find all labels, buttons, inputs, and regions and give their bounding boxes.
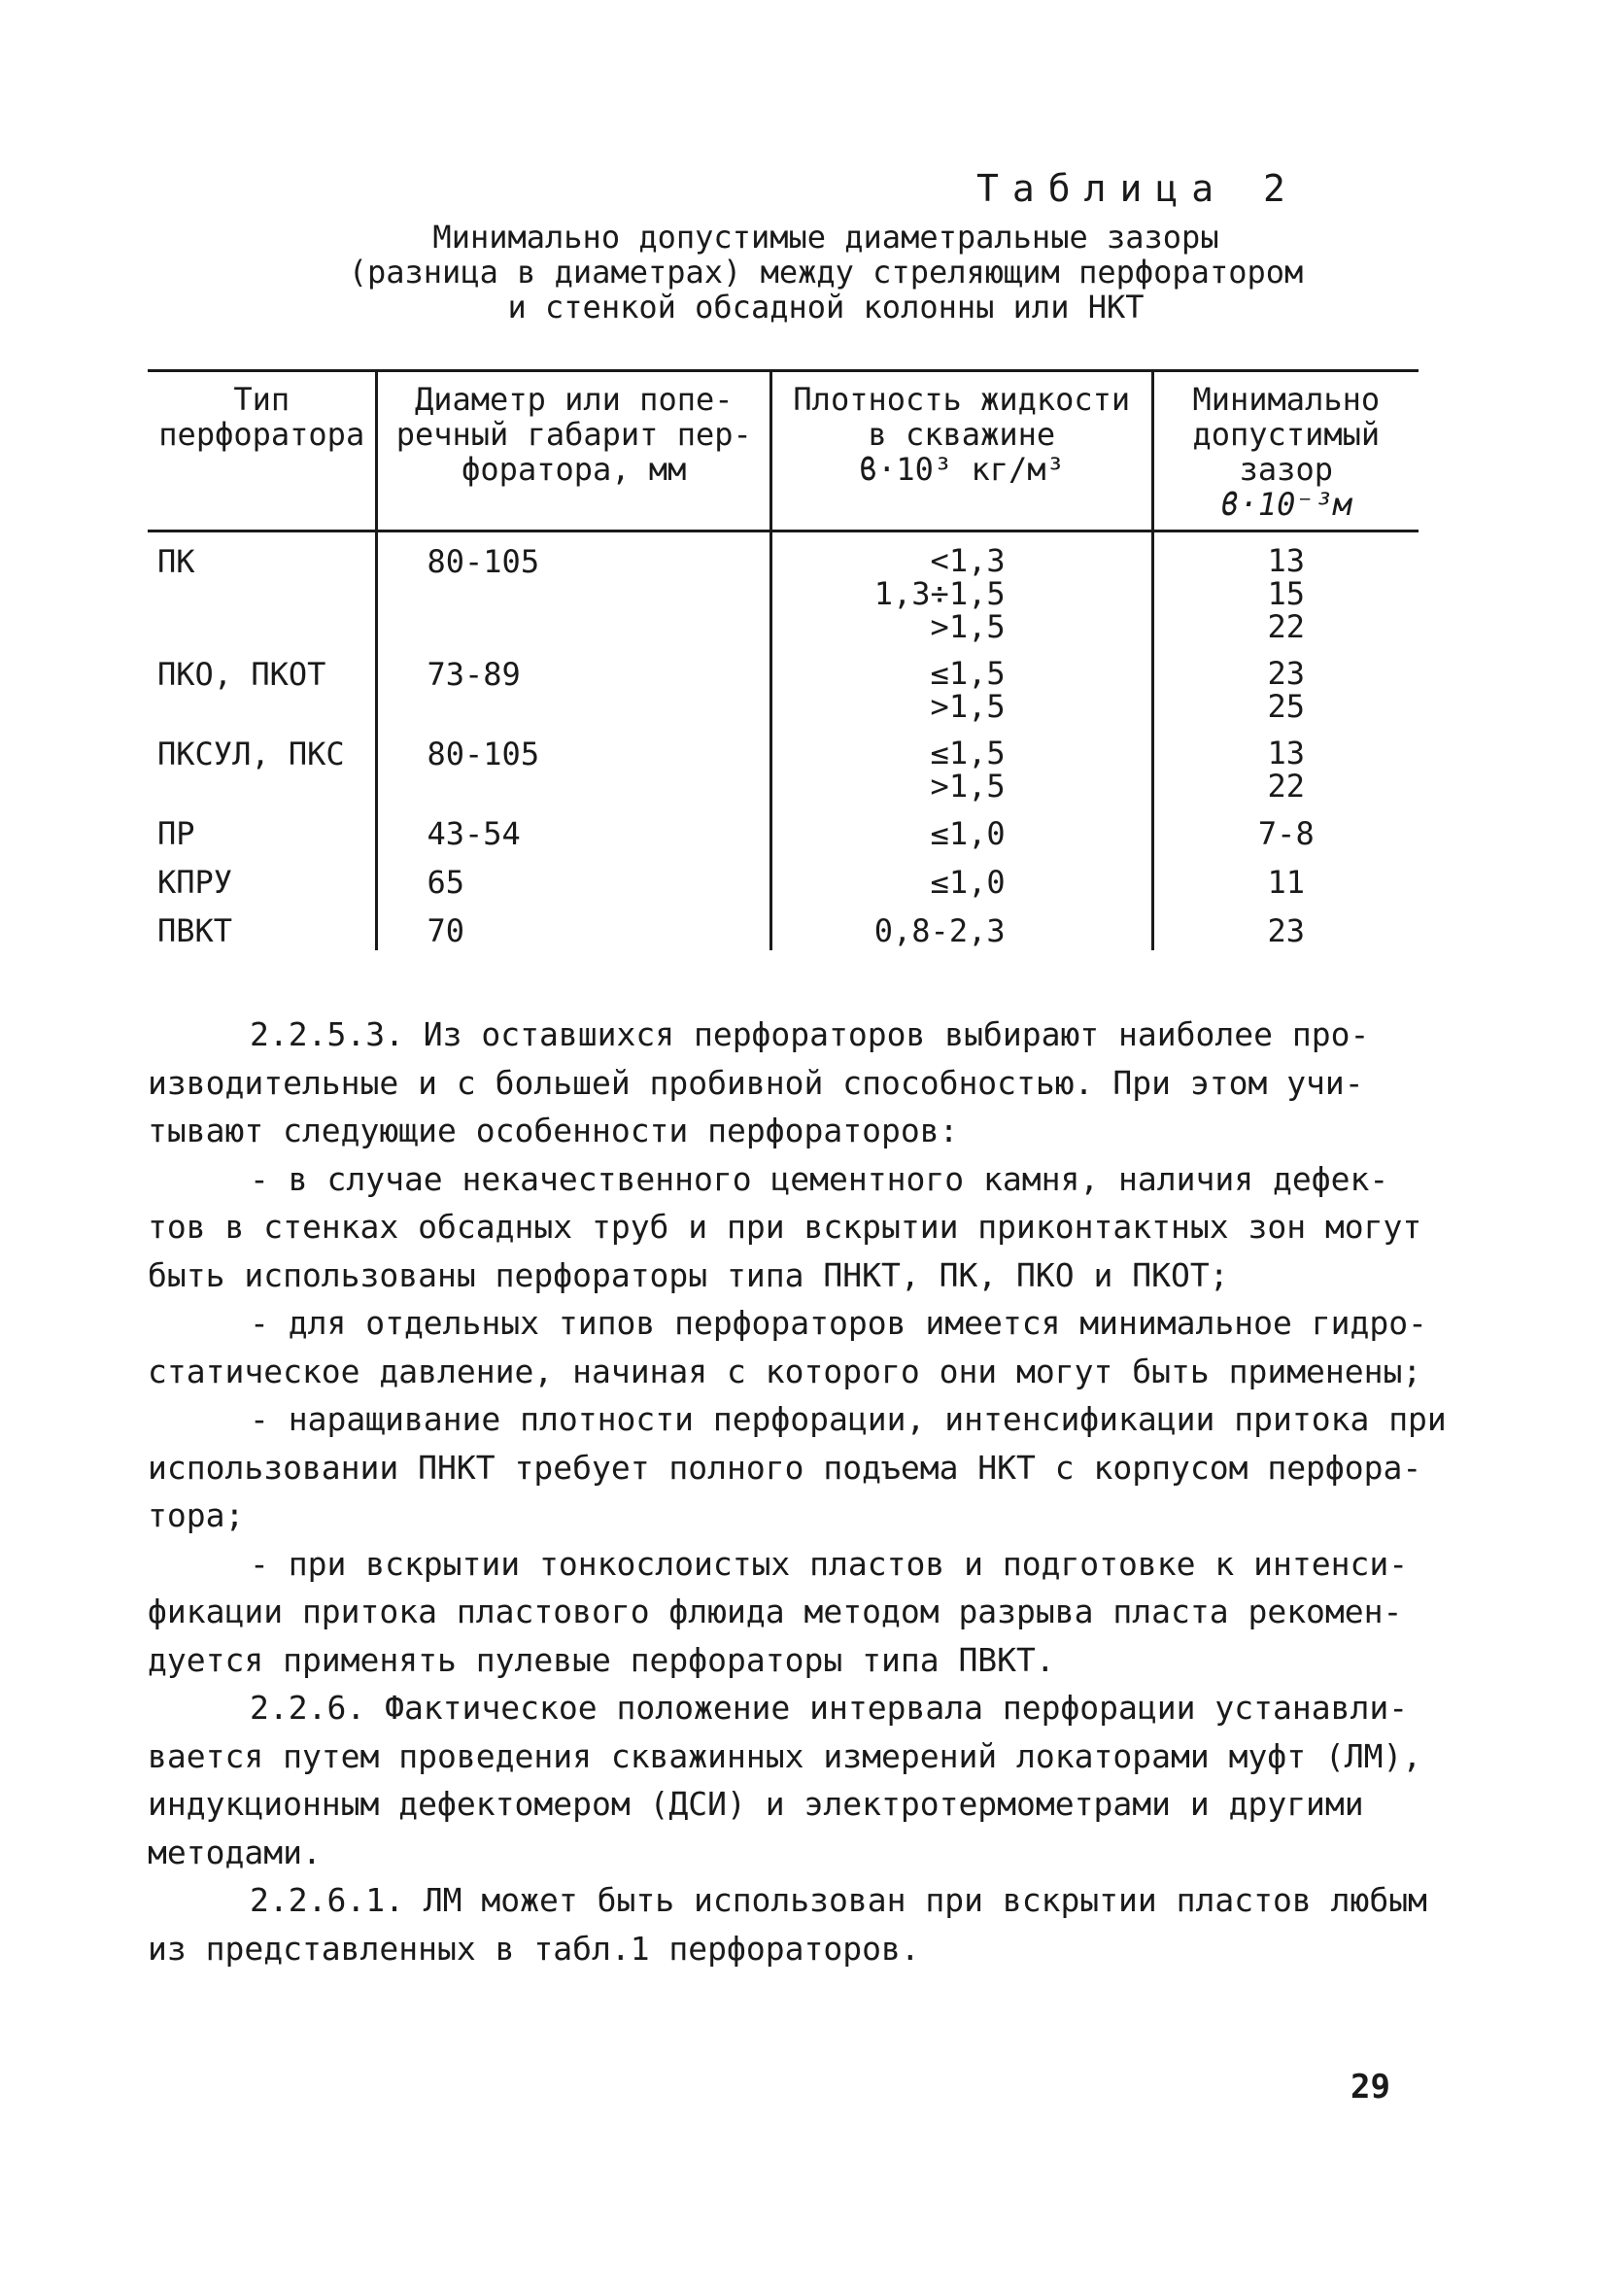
header-perforator-type: Тип перфоратора	[148, 371, 377, 531]
table-row	[148, 902, 1419, 950]
cell-gap: 23 25	[1152, 645, 1419, 725]
cell-type: ПР	[157, 815, 195, 852]
paragraph: 2.2.6.1. ЛМ может быть использован при вскрытии пластов любым из представленных в табл.1 перфораторов.	[148, 1881, 1427, 1968]
table-row	[148, 853, 1419, 902]
cell-gap: 13 22	[1152, 725, 1419, 805]
paragraph: 2.2.5.3. Из оставшихся перфораторов выбирают наиболее про- изводительные и с большей пробивной способностью. При этом учи- тывают следующие особенности перфораторов:	[148, 1015, 1370, 1149]
page-number: 29	[1351, 2068, 1390, 2107]
perforator-gap-table	[148, 369, 1419, 950]
cell-density: <1,3 1,3÷1,5 >1,5	[771, 531, 1153, 646]
body-text	[148, 1011, 1469, 1972]
table-row	[148, 645, 1419, 725]
cell-diameter: 80-105	[377, 531, 771, 646]
table-row	[148, 531, 1419, 646]
paragraph: - при вскрытии тонкослоистых пластов и подготовке к интенси- фикации притока пластового флюида методом разрыва пласта рекомен- дуется применять пулевые перфораторы типа ПВКТ.	[148, 1544, 1409, 1679]
cell-diameter: 73-89	[377, 645, 771, 725]
cell-gap: 11	[1152, 853, 1419, 902]
cell-diameter: 43-54	[377, 805, 771, 853]
cell-diameter: 65	[377, 853, 771, 902]
cell-density: ≤1,0	[771, 805, 1153, 853]
cell-diameter: 70	[377, 902, 771, 950]
paragraph: - для отдельных типов перфораторов имеется минимальное гидро- статическое давление, начиная с которого они могут быть применены;	[148, 1304, 1427, 1390]
cell-gap: 23	[1152, 902, 1419, 950]
cell-type: ПК	[157, 543, 195, 580]
table-title-line: и стенкой обсадной колонны или НКТ	[507, 289, 1145, 326]
header-diameter: Диаметр или попе- речный габарит пер- форатора, мм	[377, 371, 771, 531]
paragraph: - в случае некачественного цементного камня, наличия дефек- тов в стенках обсадных труб и при вскрытии приконтактных зон могут быть использованы перфораторы типа ПНКТ, ПК, ПКО и ПКОТ;	[148, 1159, 1422, 1294]
table-header-row	[148, 371, 1419, 531]
header-fluid-density: Плотность жидкости в скважине ϐ·10³ кг/м³	[771, 371, 1153, 531]
cell-type: ПКО, ПКОТ	[157, 656, 326, 693]
cell-density: ≤1,5 >1,5	[771, 725, 1153, 805]
header-min-gap: Минимально допустимый зазор ϐ·10⁻³м	[1152, 371, 1419, 531]
cell-gap: 13 15 22	[1152, 531, 1419, 646]
paragraph: 2.2.6. Фактическое положение интервала перфорации устанавли- вается путем проведения скважинных измерений локаторами муфт (ЛМ), индукционным дефектомером (ДСИ) и электротермометрами и другими методами.	[148, 1689, 1422, 1871]
cell-type: ПВКТ	[157, 912, 233, 949]
table-row	[148, 805, 1419, 853]
cell-type: КПРУ	[157, 864, 233, 901]
table-title-line: (разница в диаметрах) между стреляющим перфоратором	[348, 254, 1304, 291]
cell-density: 0,8-2,3	[771, 902, 1153, 950]
cell-density: ≤1,5 >1,5	[771, 645, 1153, 725]
cell-type: ПКСУЛ, ПКС	[157, 736, 345, 772]
table-row	[148, 725, 1419, 805]
table-title	[272, 220, 1380, 325]
table-title-line: Минимально допустимые диаметральные зазоры	[432, 219, 1219, 256]
cell-diameter: 80-105	[377, 725, 771, 805]
cell-gap: 7-8	[1152, 805, 1419, 853]
table-label: Таблица 2	[976, 167, 1299, 210]
paragraph: - наращивание плотности перфорации, интенсификации притока при использовании ПНКТ требует полного подъема НКТ с корпусом перфора- тора;	[148, 1400, 1447, 1534]
cell-density: ≤1,0	[771, 853, 1153, 902]
